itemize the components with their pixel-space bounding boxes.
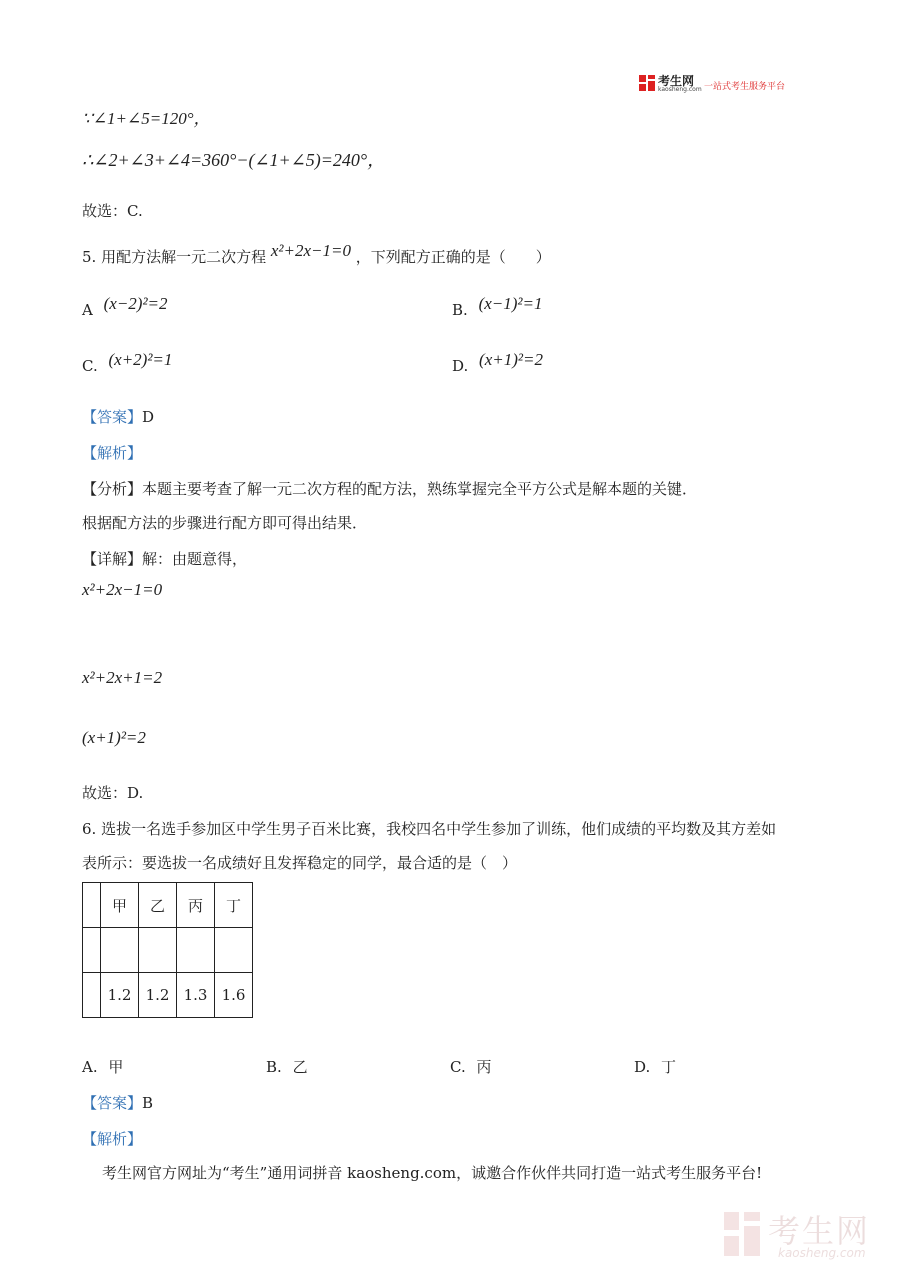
watermark	[718, 1208, 898, 1268]
option-text: 丁	[661, 1058, 677, 1076]
q6-stem-line1	[82, 818, 776, 839]
answer-label: 【答案】	[82, 1094, 143, 1112]
option-letter: C.	[450, 1058, 466, 1076]
logo-domain: kaosheng.com	[658, 86, 702, 93]
fenxi-label: 【分析】	[82, 480, 143, 498]
q5-analysis-label: 【解析】	[82, 444, 143, 462]
q5-xiangjie	[82, 548, 247, 569]
q5-option-d	[452, 350, 543, 376]
table-row	[83, 973, 253, 1018]
option-expr: (x−1)²=1	[478, 294, 543, 313]
q5-text-before: 用配方法解一元二次方程	[101, 248, 267, 266]
option-text: 丙	[476, 1058, 492, 1076]
option-letter: A.	[82, 1058, 98, 1076]
table-cell: 1.6	[215, 973, 253, 1018]
table-header-cell: 乙	[139, 883, 177, 928]
option-expr: (x−2)²=2	[103, 294, 168, 313]
option-text: 甲	[108, 1058, 124, 1076]
prev-solution-line1: ∵∠1+∠5=120°，	[82, 109, 211, 128]
table-row	[83, 928, 253, 973]
xiangjie-label: 【详解】	[82, 550, 143, 568]
q6-option-c	[450, 1056, 492, 1077]
table-header-cell: 甲	[101, 883, 139, 928]
kaosheng-logo-icon	[638, 74, 656, 92]
prev-select: 故选：C.	[82, 202, 143, 220]
answer-value: D	[142, 408, 155, 426]
table-header-cell: 丙	[177, 883, 215, 928]
q6-option-a	[82, 1056, 123, 1077]
q5-step-1: x²+2x−1=0	[82, 580, 163, 599]
table-cell	[83, 973, 101, 1018]
header-logo	[638, 74, 808, 96]
watermark-logo-icon	[722, 1210, 762, 1258]
q5-equation: x²+2x−1=0	[270, 241, 351, 260]
xiangjie-text: 解：由题意得，	[142, 550, 248, 568]
table-cell	[101, 928, 139, 973]
option-letter: B.	[266, 1058, 282, 1076]
table-header-cell: 丁	[215, 883, 253, 928]
answer-label: 【答案】	[82, 408, 143, 426]
option-letter: D.	[634, 1058, 651, 1076]
q6-text-line2: 表所示：要选拔一名成绩好且发挥稳定的同学，最合适的是（ ）	[82, 854, 518, 872]
option-expr: (x+2)²=1	[108, 350, 173, 369]
table-cell	[215, 928, 253, 973]
option-letter: C.	[82, 357, 98, 375]
option-letter: B.	[452, 301, 468, 319]
q6-number: 6.	[82, 820, 97, 838]
logo-slogan: 一站式考生服务平台	[704, 82, 786, 92]
option-letter: A	[82, 301, 93, 319]
q6-analysis-label: 【解析】	[82, 1130, 143, 1148]
q5-option-b	[452, 294, 543, 320]
q5-step-2: x²+2x+1=2	[82, 668, 163, 687]
fenxi-text: 本题主要考查了解一元二次方程的配方法，熟练掌握完全平方公式是解本题的关键．	[142, 480, 698, 498]
q5-step-3: (x+1)²=2	[82, 728, 146, 747]
table-row	[83, 883, 253, 928]
q5-stem	[82, 241, 551, 267]
watermark-domain: kaosheng.com	[778, 1246, 866, 1260]
table-cell	[83, 928, 101, 973]
q6-table	[82, 882, 253, 1018]
option-text: 乙	[292, 1058, 308, 1076]
option-expr: (x+1)²=2	[479, 350, 543, 369]
q6-answer	[82, 1092, 153, 1113]
table-cell: 1.2	[139, 973, 177, 1018]
q5-fenxi-text2: 根据配方法的步骤进行配方即可得出结果．	[82, 514, 368, 532]
q5-answer	[82, 406, 154, 427]
q6-option-b	[266, 1056, 308, 1077]
option-letter: D.	[452, 357, 469, 375]
q6-text-line1: 选拔一名选手参加区中学生男子百米比赛，我校四名中学生参加了训练，他们成绩的平均数及其方差如	[101, 820, 777, 838]
table-cell	[139, 928, 177, 973]
table-cell: 1.3	[177, 973, 215, 1018]
table-cell: 1.2	[101, 973, 139, 1018]
logo-name: 考生网	[658, 74, 695, 88]
q5-option-a	[82, 294, 168, 320]
watermark-name: 考生网	[768, 1212, 871, 1250]
table-cell	[177, 928, 215, 973]
answer-value: B	[142, 1094, 154, 1112]
q5-fenxi	[82, 478, 697, 499]
q5-option-c	[82, 350, 173, 376]
q6-option-d	[634, 1056, 676, 1077]
page-footer: 考生网官方网址为“考生”通用词拼音 kaosheng.com，诚邀合作伙伴共同打造一站式考生服务平台!	[102, 1164, 763, 1182]
table-cell	[83, 883, 101, 928]
q5-number: 5.	[82, 248, 97, 266]
prev-solution-line2: ∴∠2+∠3+∠4=360°−(∠1+∠5)=240°，	[82, 150, 386, 170]
q5-text-after: ，下列配方正确的是（ ）	[355, 248, 551, 266]
q5-select: 故选：D.	[82, 784, 144, 802]
